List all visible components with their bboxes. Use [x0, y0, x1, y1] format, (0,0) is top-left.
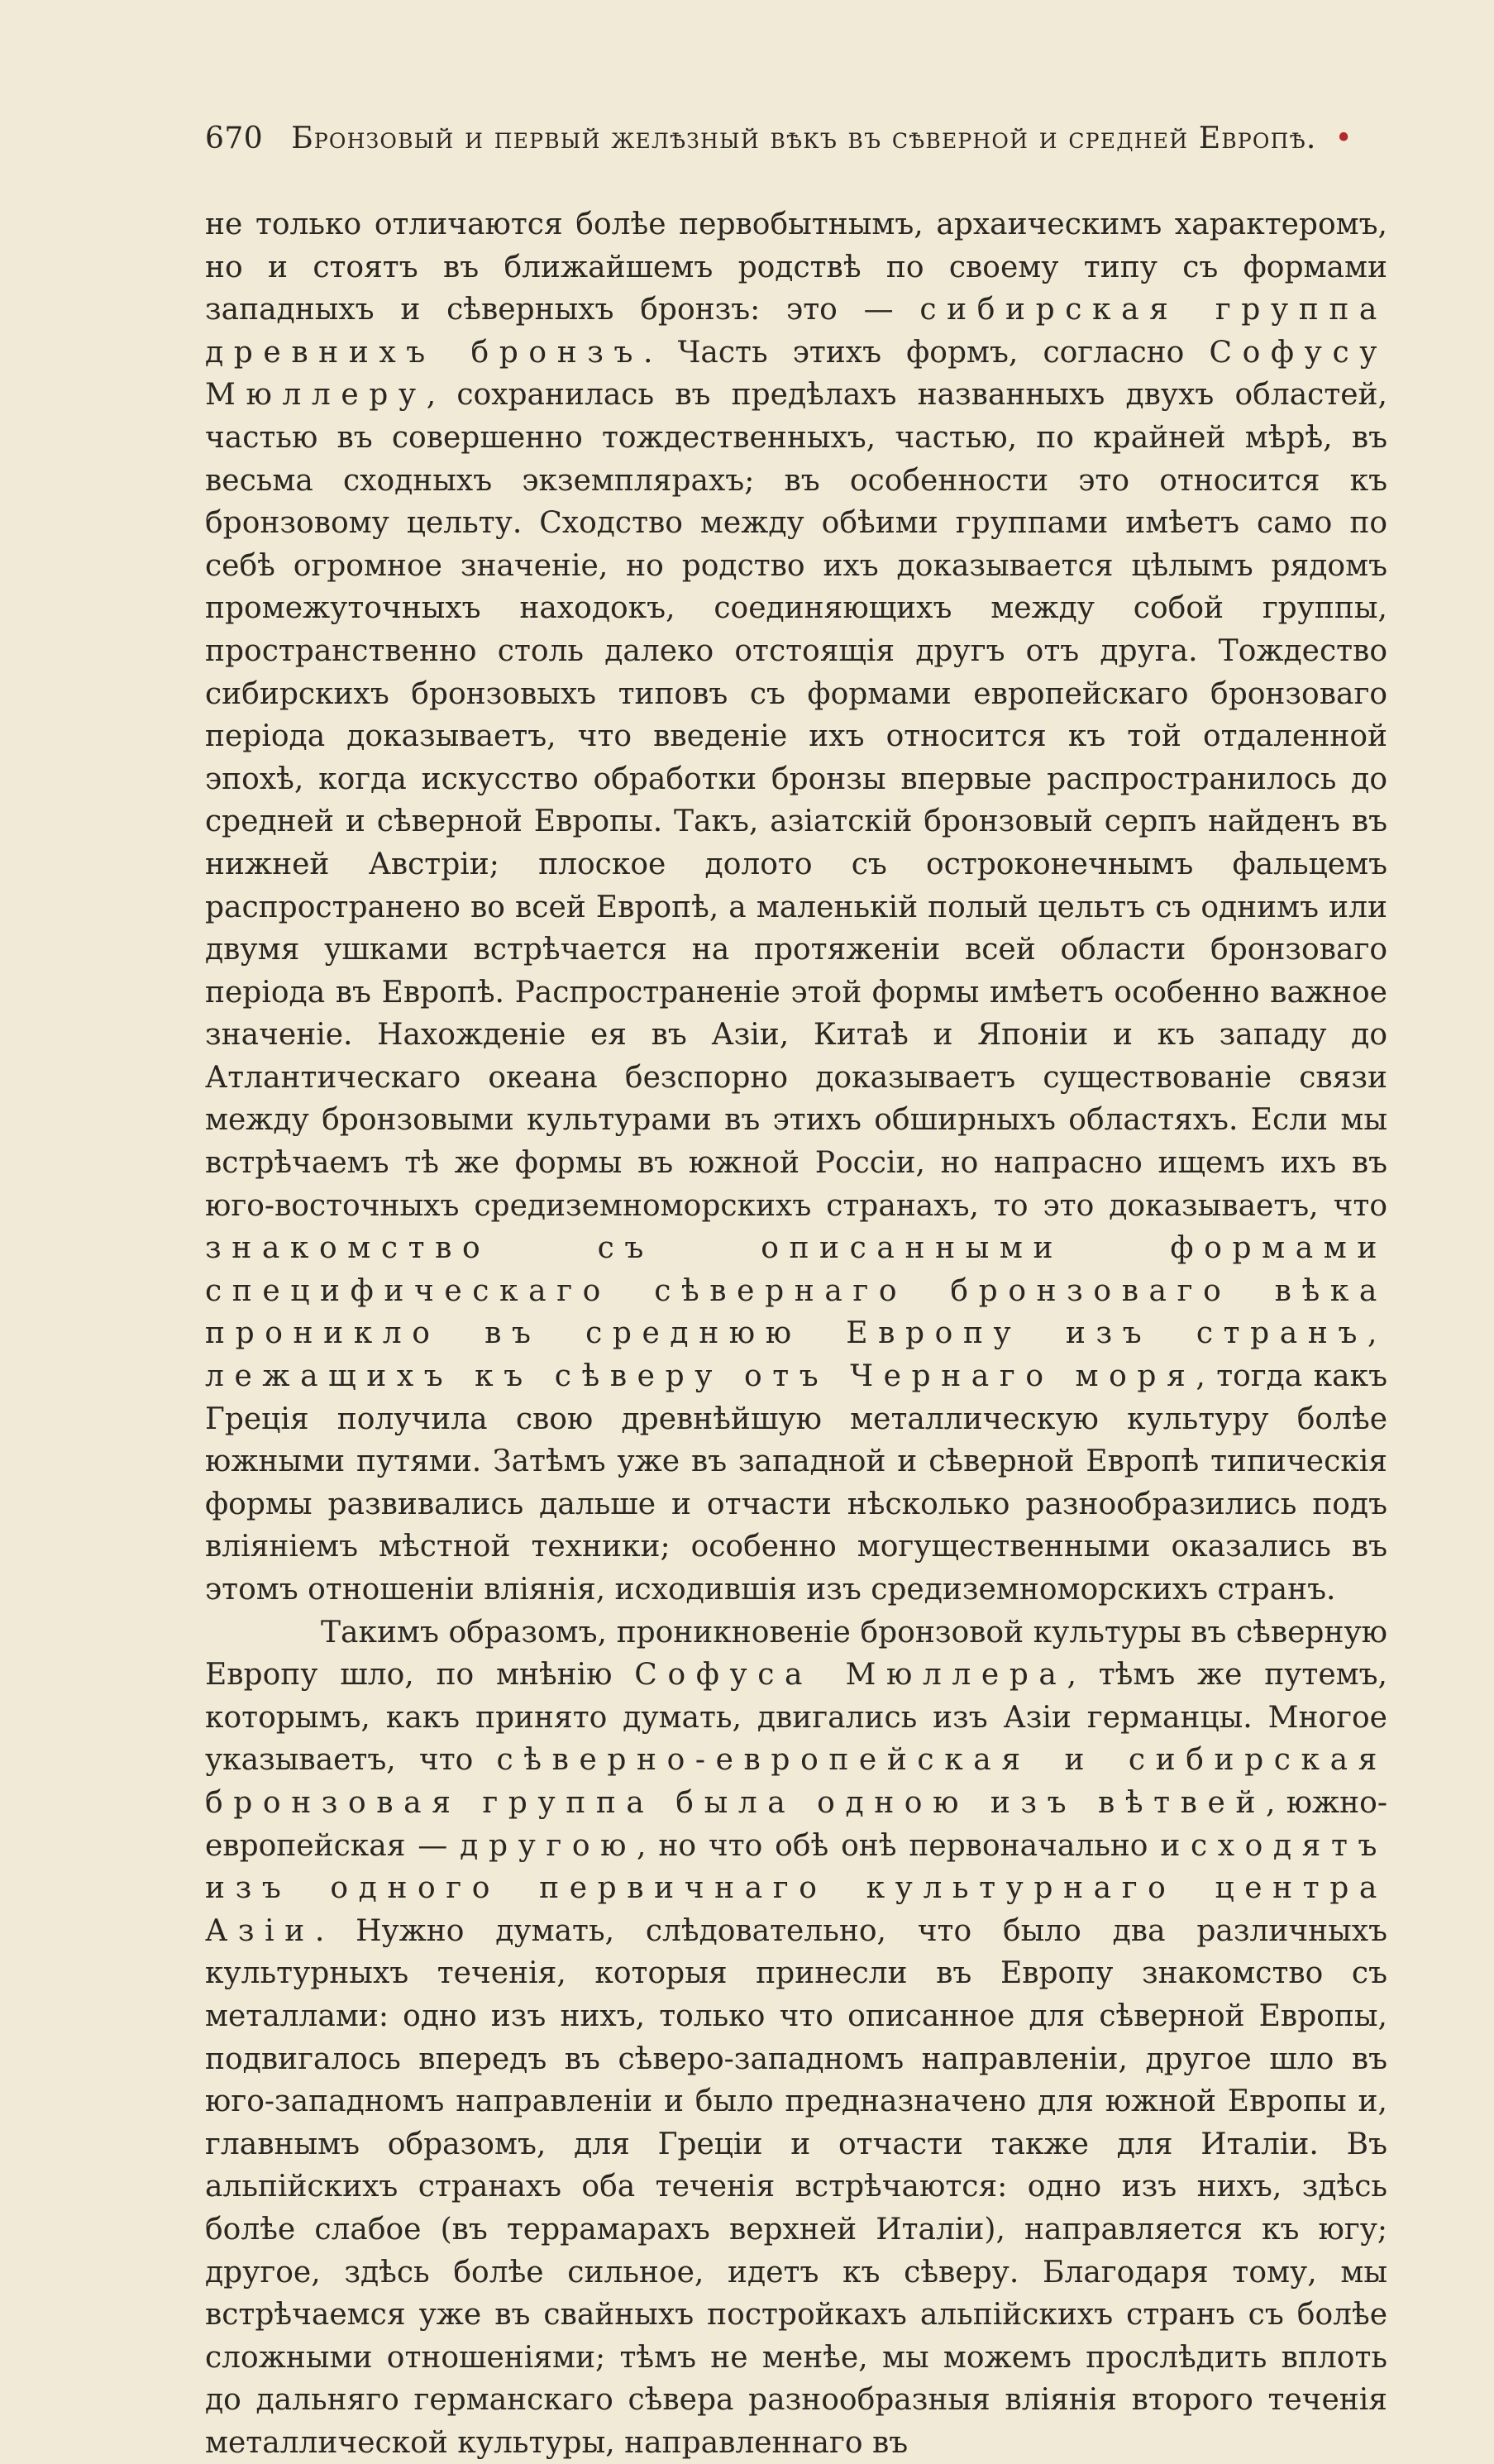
text-run: , тогда какъ Греція получила свою древнѣйшую металлическую культуру болѣе южными путями. Затѣмъ уже въ западной и сѣверной Европѣ типическія формы развивались дальше и отчасти нѣсколько разнообразились подъ вліяніемъ мѣстной техники; особенно могущественными оказались въ этомъ отношеніи вліянія, исходившія изъ средиземноморскихъ странъ. — [205, 1359, 1387, 1607]
emphasized-text: исходятъ изъ одного первичнаго культурнаго центра Азіи — [205, 1828, 1387, 1948]
running-header — [205, 121, 1371, 157]
text-run: , но что обѣ онѣ первоначально — [637, 1828, 1161, 1863]
text-run: , южно-европейская — — [205, 1785, 1387, 1863]
text-run: , сохранилась въ предѣлахъ названныхъ двухъ областей, частью въ совершенно тождественныхъ, частью, по крайней мѣрѣ, въ весьма сходныхъ экземплярахъ; въ особенности это относится къ бронзовому цельту. Сходство между обѣими группами имѣетъ само по себѣ огромное значеніе, но родство ихъ доказывается цѣлымъ рядомъ промежуточныхъ находокъ, соединяющихъ между собой группы, пространственно столь далеко отстоящія другъ отъ друга. Тождество сибирскихъ бронзовыхъ типовъ съ формами европейскаго бронзоваго періода доказываетъ, что введеніе ихъ относится къ той отдаленной эпохѣ, когда искусство обработки бронзы впервые распространилось до средней и сѣверной Европы. Такъ, азіатскій бронзовый серпъ найденъ въ нижней Австріи; плоское долото съ остроконечнымъ фальцемъ распространено во всей Европѣ, а маленькій полый цельтъ съ однимъ или двумя ушками встрѣчается на протяженіи всей области бронзоваго періода въ Европѣ. Распространеніе этой формы имѣетъ особенно важное значеніе. Нахожденіе ея въ Азіи, Китаѣ и Японіи и къ западу до Атлантическаго океана безспорно доказываетъ существованіе связи между бронзовыми культурами въ этихъ обширныхъ областяхъ. Если мы встрѣчаемъ тѣ же формы въ южной Россіи, но напрасно ищемъ ихъ въ юго-восточныхъ средиземноморскихъ странахъ, то это доказываетъ, что — [205, 378, 1387, 1223]
body-text — [205, 203, 1387, 2464]
text-run: . Часть этихъ формъ, согласно — [643, 335, 1210, 370]
emphasized-text: сибирская группа древнихъ бронзъ — [205, 293, 1387, 370]
emphasized-text: Софусу Мюллеру — [205, 335, 1387, 413]
ornament-mark: • — [1334, 122, 1353, 155]
running-title: Бронзовый и первый желѣзный вѣкъ въ сѣверной и средней Европѣ. — [291, 122, 1317, 155]
paragraph — [205, 1612, 1387, 2464]
emphasized-text: другою — [460, 1828, 637, 1863]
page-number: 670 — [205, 122, 264, 155]
emphasized-text: сѣверно-европейская и сибирская бронзовая группа была одною изъ вѣтвей — [205, 1743, 1387, 1820]
emphasized-text: знакомство съ описанными формами специфическаго сѣвернаго бронзоваго вѣка проникло въ среднюю Европу изъ странъ, лежащихъ къ сѣверу отъ Чернаго моря — [205, 1231, 1387, 1394]
text-run: . Нужно думать, слѣдовательно, что было два различныхъ культурныхъ теченія, которыя принесли въ Европу знакомство съ металлами: одно изъ нихъ, только что описанное для сѣверной Европы, подвигалось впередъ въ сѣверо-западномъ направленіи, другое шло въ юго-западномъ направленіи и было предназначено для южной Европы и, главнымъ образомъ, для Греціи и отчасти также для Италіи. Въ альпійскихъ странахъ оба теченія встрѣчаются: одно изъ нихъ, здѣсь болѣе слабое (въ террамарахъ верхней Италіи), направляется къ югу; другое, здѣсь болѣе сильное, идетъ къ сѣверу. Благодаря тому, мы встрѣчаемся уже въ свайныхъ постройкахъ альпійскихъ странъ съ болѣе сложными отношеніями; тѣмъ не менѣе, мы можемъ прослѣдить вплоть до дальняго германскаго сѣвера разнообразныя вліянія второго теченія металлической культуры, направленнаго въ — [205, 1913, 1387, 2460]
text-run: Такимъ образомъ, проникновеніе бронзовой культуры въ сѣверную Европу шло, по мнѣнію — [205, 1615, 1387, 1693]
text-run: не только отличаются болѣе первобытнымъ, архаическимъ характеромъ, но и стоятъ въ ближайшемъ родствѣ по своему типу съ формами западныхъ и сѣверныхъ бронзъ: это — — [205, 208, 1387, 327]
paragraph — [205, 203, 1387, 1612]
emphasized-text: Софуса Мюллера — [634, 1658, 1067, 1693]
text-run: , тѣмъ же путемъ, которымъ, какъ принято думать, двигались изъ Азіи германцы. Многое указываетъ, что — [205, 1658, 1387, 1778]
